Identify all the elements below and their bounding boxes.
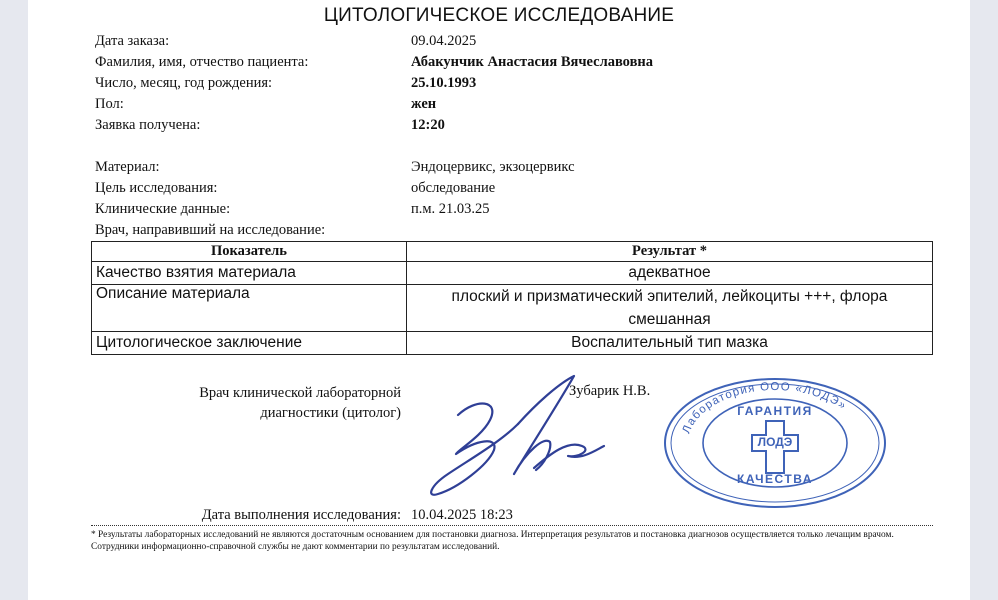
divider (91, 525, 933, 526)
table-header-row (92, 242, 933, 262)
document-title: ЦИТОЛОГИЧЕСКОЕ ИССЛЕДОВАНИЕ (323, 5, 675, 26)
clinical-data-label: Клинические данные: (95, 201, 231, 217)
indicator-header: Показатель (92, 242, 407, 262)
purpose-value: обследование (411, 180, 496, 196)
material-value: Эндоцервикс, экзоцервикс (411, 159, 575, 175)
doctor-signature (418, 370, 608, 500)
table-row (92, 285, 933, 332)
material-label: Материал: (95, 159, 160, 175)
result-cell: адекватное (407, 262, 933, 285)
order-date-label: Дата заказа: (95, 33, 170, 49)
document-page (28, 0, 970, 600)
completion-date-label: Дата выполнения исследования: (201, 507, 401, 523)
order-date-value: 09.04.2025 (411, 33, 477, 49)
request-received-value: 12:20 (411, 117, 445, 133)
indicator-cell: Описание материала (92, 285, 407, 332)
table-row (92, 332, 933, 355)
doctor-name: Зубарик Н.В. (569, 383, 651, 399)
table-row (92, 262, 933, 285)
result-cell: плоский и призматический эпителий, лейкоциты +++, флора смешанная (407, 285, 933, 332)
request-received-label: Заявка получена: (95, 117, 201, 133)
clinical-data-value: п.м. 21.03.25 (411, 201, 490, 217)
stamp-bottom-text: КАЧЕСТВА (737, 472, 813, 486)
indicator-cell: Качество взятия материала (92, 262, 407, 285)
stamp-top-text: ГАРАНТИЯ (737, 404, 813, 418)
result-header: Результат * (407, 242, 933, 262)
patient-name-value: Абакунчик Анастасия Вячеславовна (411, 54, 654, 70)
indicator-cell: Цитологическое заключение (92, 332, 407, 355)
stamp-outer-text: Лаборатория ООО «ЛОДЭ» (680, 380, 849, 436)
result-cell: Воспалительный тип мазка (407, 332, 933, 355)
results-table (91, 241, 933, 355)
birth-date-value: 25.10.1993 (411, 75, 477, 91)
sex-value: жен (411, 96, 437, 112)
completion-date-value: 10.04.2025 18:23 (411, 507, 513, 523)
referring-doctor-label: Врач, направивший на исследование: (95, 222, 326, 238)
birth-date-label: Число, месяц, год рождения: (95, 75, 273, 91)
doctor-title: Врач клинической лабораторной диагностики (цитолог) (199, 385, 401, 421)
stamp-center-text: ЛОДЭ (757, 435, 793, 449)
patient-name-label: Фамилия, имя, отчество пациента: (95, 54, 309, 70)
lab-stamp (660, 373, 890, 513)
purpose-label: Цель исследования: (95, 180, 218, 196)
disclaimer-text: * Результаты лабораторных исследований не являются достаточным основанием для постановки диагноза. Интерпретация результатов и постановка диагнозов осуществляется только лечащим врачом. Сотрудники информационно-справочной службы не дают комментарии по результатам исследований. (91, 530, 894, 552)
sex-label: Пол: (95, 96, 124, 112)
